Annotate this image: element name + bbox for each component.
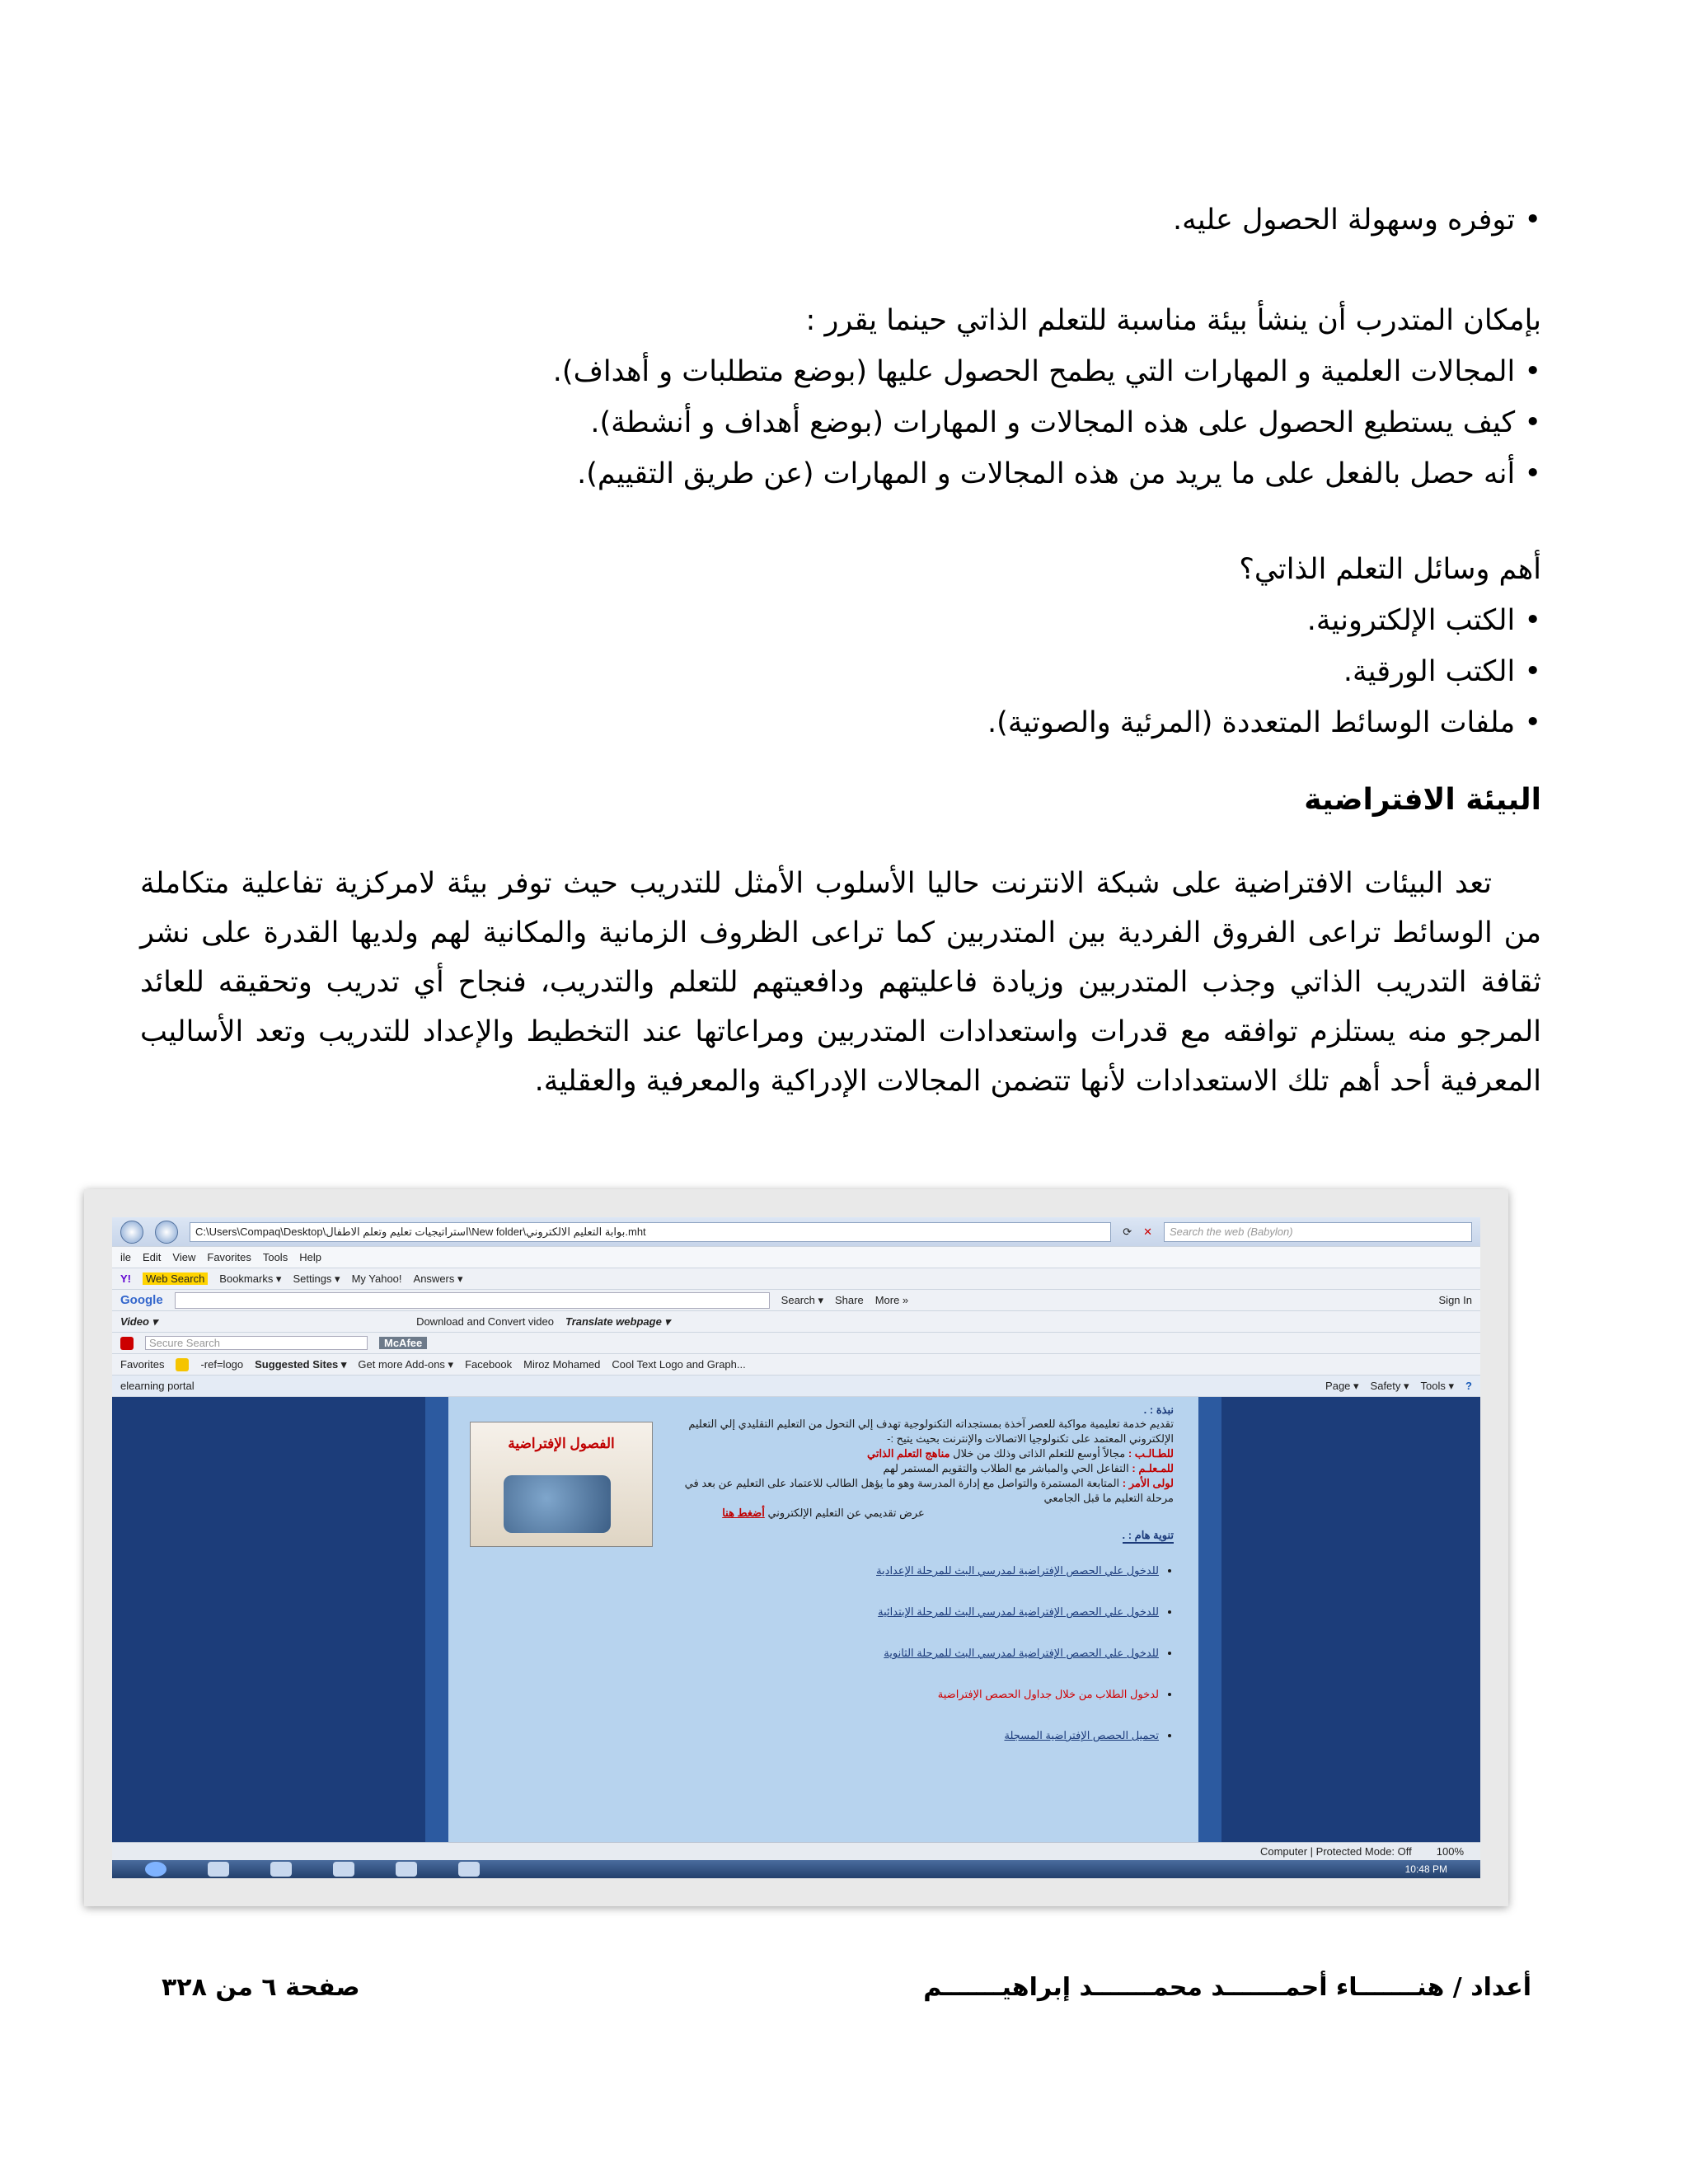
tab-elearning-portal[interactable]: elearning portal	[120, 1380, 195, 1392]
page-viewport	[112, 1397, 1480, 1842]
settings-button[interactable]: Settings ▾	[293, 1272, 340, 1285]
favorites-button[interactable]: Favorites	[120, 1358, 165, 1371]
chat-icon[interactable]	[396, 1862, 417, 1877]
security-toolbar	[112, 1333, 1480, 1354]
portal-teacher-line: للمـعلـم : التفاعل الحي والمباشر مع الطلاب والتقويم المستمر لهم	[883, 1462, 1174, 1474]
secure-search-input[interactable]: Secure Search	[145, 1336, 368, 1350]
tools-bullet: • ملفات الوسائط المتعددة (المرئية والصوتية).	[140, 697, 1541, 748]
ie-icon[interactable]	[270, 1862, 292, 1877]
environment-bullet: • أنه حصل بالفعل على ما يريد من هذه المجالات و المهارات (عن طريق التقييم).	[140, 448, 1541, 499]
google-logo: Google	[120, 1293, 163, 1307]
list-item[interactable]: • للدخول علي الحصص الإفتراضية لمدرسي البث للمرحلة الإعدادية	[473, 1550, 1159, 1591]
suggested-sites[interactable]: Suggested Sites ▾	[255, 1357, 347, 1371]
tools-section	[140, 544, 1541, 748]
download-video-button[interactable]: Download and Convert video	[416, 1315, 554, 1328]
tools-bullet: • الكتب الورقية.	[140, 646, 1541, 697]
mcafee-button[interactable]: McAfee	[379, 1337, 427, 1349]
portal-student-line: للطـالـب : مجالاً أوسع للتعلم الذاتى وذلك من خلال مناهج التعلم الذاتي	[866, 1447, 1174, 1460]
translate-button[interactable]: Translate webpage ▾	[565, 1315, 670, 1328]
portal-panel	[425, 1397, 1221, 1842]
miroz-link[interactable]: Miroz Mohamed	[523, 1358, 601, 1371]
page-footer	[0, 1973, 1688, 2014]
virtual-classes-banner[interactable]	[470, 1422, 653, 1547]
browser-screenshot-figure	[84, 1189, 1508, 1906]
yahoo-icon[interactable]: Y!	[120, 1272, 131, 1285]
help-icon[interactable]: ?	[1465, 1380, 1472, 1392]
start-icon[interactable]	[145, 1862, 166, 1877]
status-bar	[112, 1842, 1480, 1860]
yahoo-toolbar	[112, 1268, 1480, 1290]
share-button[interactable]: Share	[835, 1294, 864, 1306]
favorites-bar	[112, 1354, 1480, 1376]
section-heading: البيئة الافتراضية	[1304, 783, 1541, 817]
zoom-level[interactable]: 100%	[1436, 1845, 1464, 1858]
portal-links	[473, 1550, 1174, 1756]
windows-taskbar	[112, 1860, 1480, 1878]
star-icon[interactable]	[176, 1358, 189, 1371]
menu-tools[interactable]: Tools	[262, 1251, 288, 1263]
safety-menu[interactable]: Safety ▾	[1370, 1379, 1409, 1392]
menu-favorites[interactable]: Favorites	[207, 1251, 251, 1263]
back-icon[interactable]	[120, 1221, 143, 1244]
environment-lead: بإمكان المتدرب أن ينشأ بيئة مناسبة للتعلم الذاتي حينما يقرر :	[805, 304, 1541, 337]
web-search-button[interactable]: Web Search	[143, 1272, 208, 1285]
forward-icon[interactable]	[155, 1221, 178, 1244]
sign-in-link[interactable]: Sign In	[1438, 1294, 1472, 1306]
address-input[interactable]: C:\Users\Compaq\Desktop\استراتيجيات تعليم وتعلم الاطفال\New folder\بوابة التعليم الالكتروني.mht	[190, 1222, 1111, 1242]
shield-icon	[120, 1337, 134, 1350]
protected-mode-status: Computer | Protected Mode: Off	[1259, 1845, 1412, 1858]
video-button[interactable]: Video ▾	[120, 1315, 158, 1328]
video-toolbar	[112, 1311, 1480, 1333]
facebook-link[interactable]: Facebook	[465, 1358, 513, 1371]
google-search-button[interactable]: Search ▾	[781, 1293, 823, 1306]
menu-edit[interactable]: Edit	[143, 1251, 162, 1263]
menu-view[interactable]: View	[172, 1251, 196, 1263]
portal-demo-line: عرض تقديمي عن التعليم الإلكتروني أضغط هنا	[722, 1507, 925, 1519]
portal-notice: تنوية هام : .	[1123, 1529, 1175, 1544]
bookmarks-button[interactable]: Bookmarks ▾	[219, 1272, 282, 1285]
word-icon[interactable]	[458, 1862, 480, 1877]
portal-title: نبذة : .	[1143, 1404, 1174, 1416]
menu-file[interactable]: ile	[120, 1251, 132, 1263]
address-bar	[112, 1217, 1480, 1247]
list-item[interactable]: • تحميل الحصص الإفتراضية المسجلة	[473, 1715, 1159, 1756]
my-yahoo-button[interactable]: My Yahoo!	[351, 1272, 402, 1285]
banner-title: الفصول الإفتراضية	[508, 1436, 615, 1451]
footer-author: أعداد / هنـــــــاء أحمـــــــد محمـــــــد إبراهيـــــــم	[923, 1973, 1531, 2002]
portal-intro: تقديم خدمة تعليمية مواكبة للعصر آخذة بمستجداته التكنولوجية تهدف إلي التحول من التعليم التقليدي إلي التعليم الإلكتروني المعتمد على تكنولوجيا الاتصالات والإنترنت بحيث يتيح :-	[688, 1418, 1174, 1445]
portal-parent-line: لولى الأمر : المتابعة المستمرة والتواصل مع إدارة المدرسة وهو ما يؤهل الطالب للاعتماد على التعليم عن بعد في مرحلة التعليم ما قبل الجامعي	[684, 1477, 1174, 1504]
intro-section	[140, 194, 1541, 246]
virtual-paragraph	[140, 859, 1541, 1106]
clock: 10:48 PM	[1404, 1863, 1447, 1875]
tools-menu[interactable]: Tools ▾	[1420, 1379, 1455, 1392]
media-icon[interactable]	[333, 1862, 354, 1877]
web-search-input[interactable]: Search the web (Babylon)	[1164, 1222, 1472, 1242]
environment-bullet: • كيف يستطيع الحصول على هذه المجالات و المهارات (بوضع أهداف و أنشطة).	[140, 397, 1541, 448]
menu-help[interactable]: Help	[299, 1251, 321, 1263]
list-item[interactable]: • للدخول علي الحصص الإفتراضية لمدرسي البث للمرحلة الإبتدائية	[473, 1591, 1159, 1633]
browser-window	[112, 1217, 1480, 1878]
menu-bar	[112, 1247, 1480, 1268]
virtual-section	[140, 775, 1541, 826]
list-item[interactable]: • للدخول علي الحصص الإفتراضية لمدرسي البث للمرحلة الثانوية	[473, 1633, 1159, 1674]
environment-section	[140, 295, 1541, 499]
virtual-paragraph-text: تعد البيئات الافتراضية على شبكة الانترنت حاليا الأسلوب الأمثل للتدريب حيث توفر بيئة لامركزية تفاعلية متكاملة من الوسائط تراعى الفروق الفردية بين المتدربين كما تراعى الظروف الزمانية والمكانية لهم ولديها القدرة على نشر ثقافة التدريب الذاتي وجذب المتدربين وزيادة فاعليتهم ودافعيتهم للتعلم والتدريب، فنجاح أي تدريب وتحقيقه للعائد المرجو منه يستلزم توافقه مع قدرات واستعدادات المتدربين ومراعاتها عند التخطيط والإعداد للتدريب وتعد الأساليب المعرفية أحد أهم تلك الاستعدادات لأنها تتضمن المجالات الإدراكية والمعرفية والعقلية.	[140, 867, 1541, 1098]
tab-bar	[112, 1376, 1480, 1397]
environment-bullet: • المجالات العلمية و المهارات التي يطمح الحصول عليها (بوضع متطلبات و أهداف).	[140, 346, 1541, 397]
list-item[interactable]: • لدخول الطلاب من خلال جداول الحصص الإفتراضية	[473, 1674, 1159, 1715]
folder-icon[interactable]	[208, 1862, 229, 1877]
answers-button[interactable]: Answers ▾	[413, 1272, 463, 1285]
get-addons[interactable]: Get more Add-ons ▾	[358, 1357, 454, 1371]
google-toolbar	[112, 1290, 1480, 1311]
more-button[interactable]: More »	[874, 1294, 909, 1306]
tools-question: أهم وسائل التعلم الذاتي؟	[1239, 553, 1541, 586]
page-number: صفحة ٦ من ٣٢٨	[162, 1973, 360, 2002]
demo-link[interactable]: أضغط هنا	[722, 1507, 765, 1519]
page-menu[interactable]: Page ▾	[1325, 1379, 1359, 1392]
google-search-input[interactable]	[175, 1292, 770, 1309]
stop-icon[interactable]: ✕	[1143, 1225, 1152, 1238]
favorite-item[interactable]: -ref=logo	[200, 1358, 244, 1371]
intro-bullet: • توفره وسهولة الحصول عليه.	[140, 194, 1541, 246]
tools-bullet: • الكتب الإلكترونية.	[140, 595, 1541, 646]
teacher-photo-icon	[504, 1475, 611, 1533]
cooltext-link[interactable]: Cool Text Logo and Graph...	[612, 1358, 746, 1371]
refresh-icon[interactable]: ⟳	[1123, 1225, 1132, 1238]
